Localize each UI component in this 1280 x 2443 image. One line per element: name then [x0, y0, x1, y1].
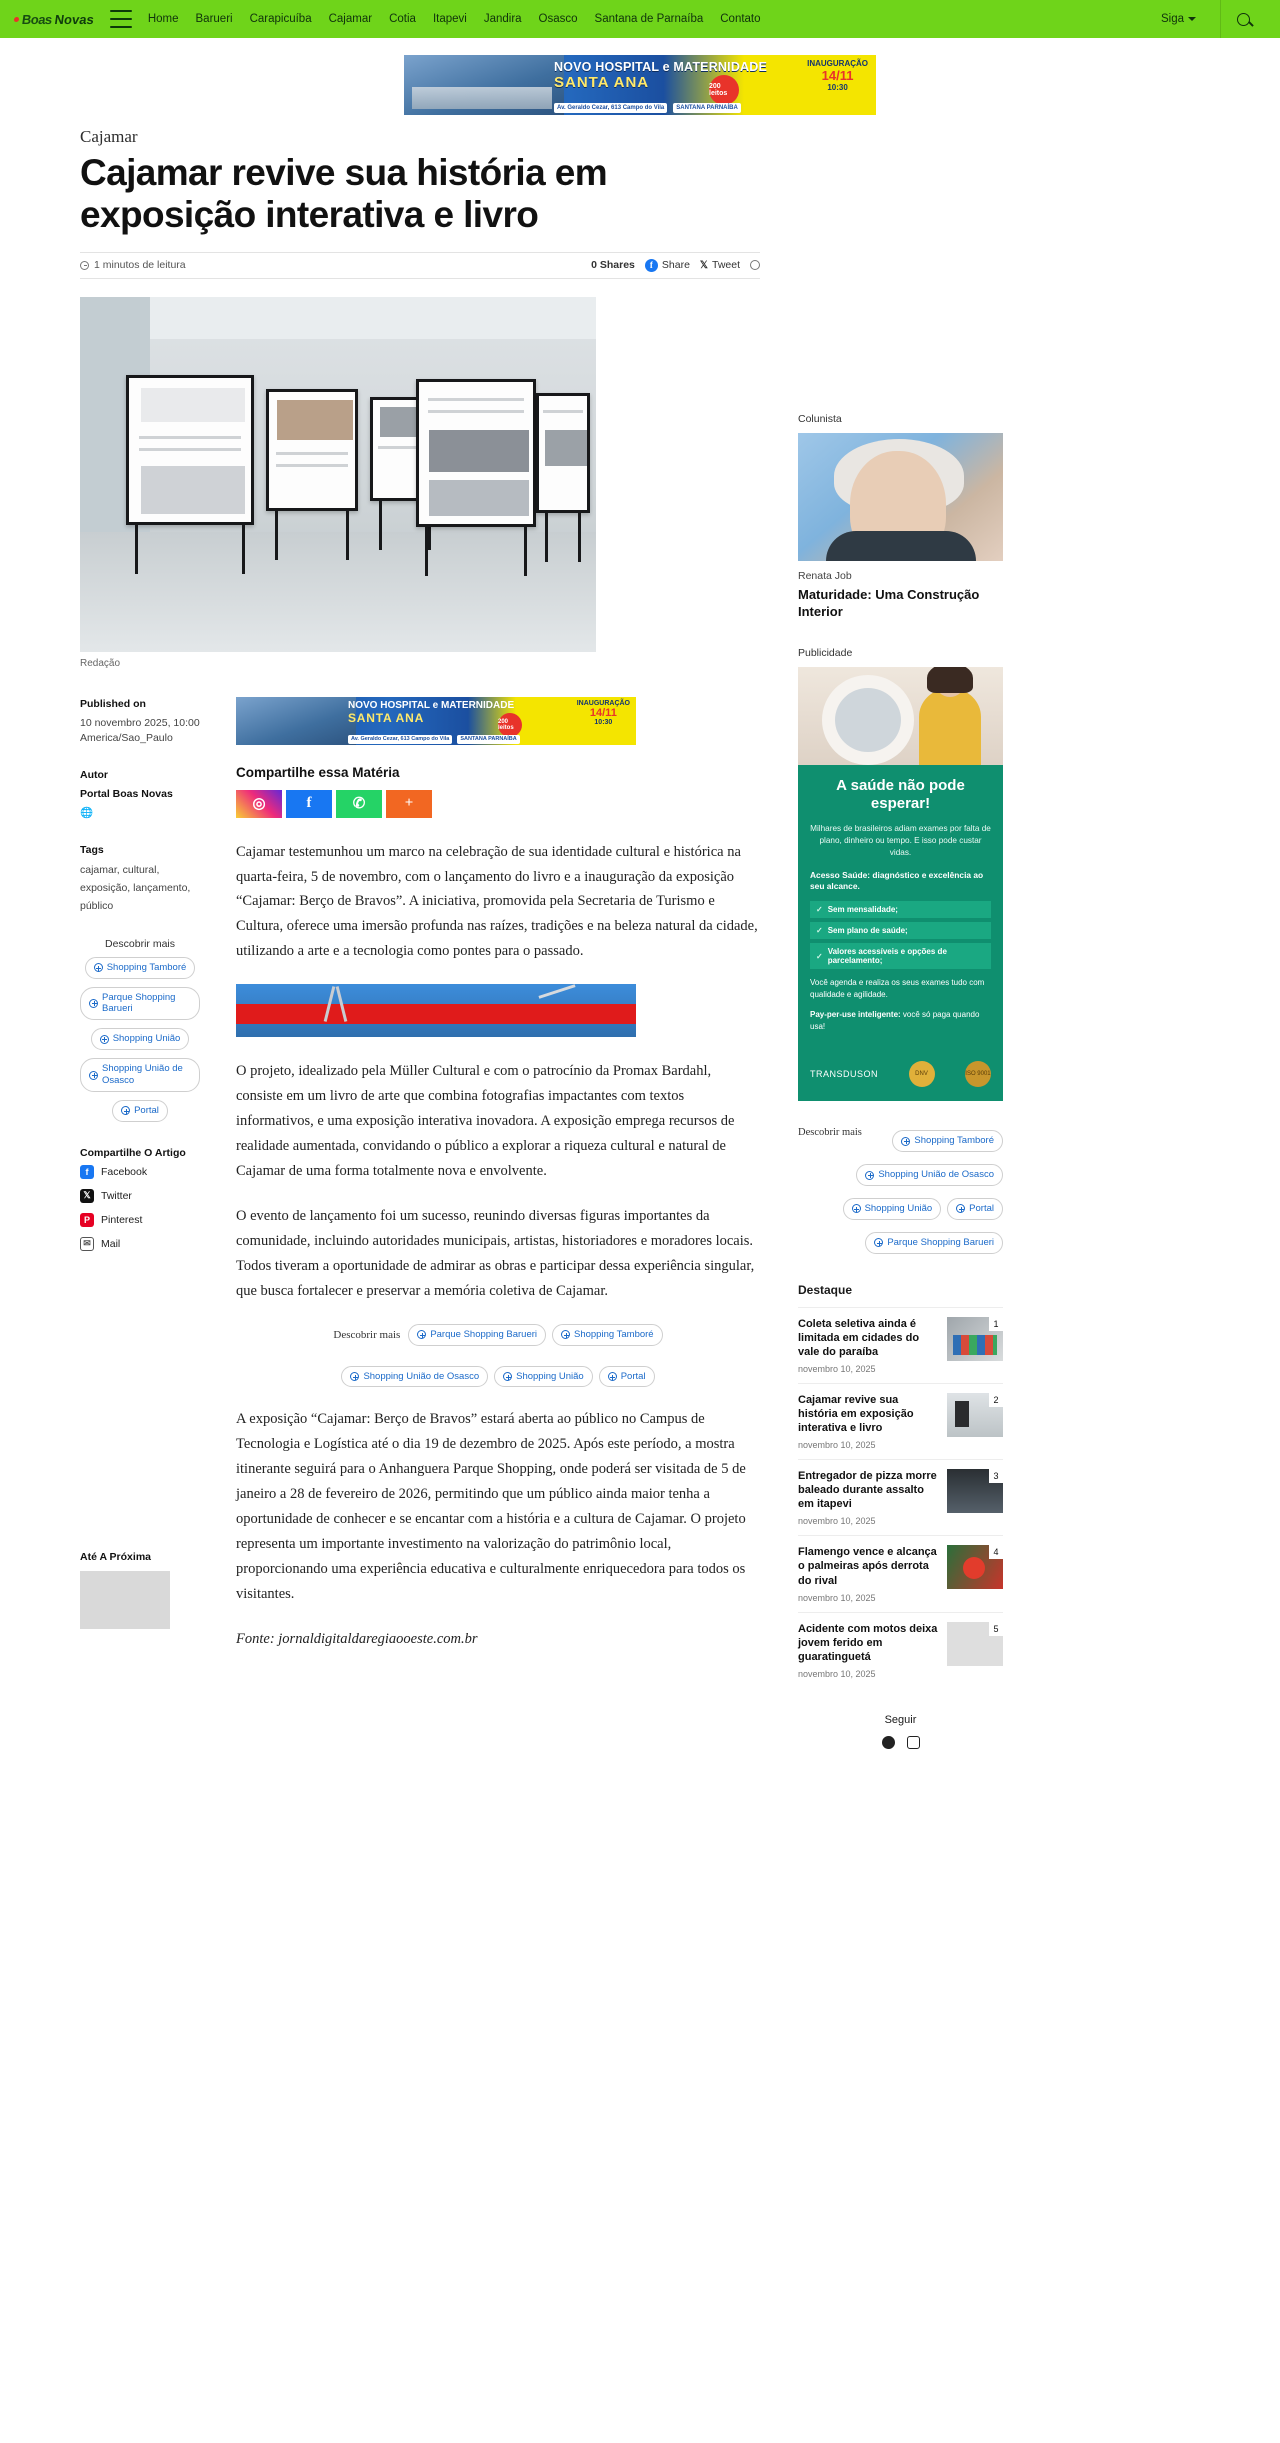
- panel-line: [139, 436, 242, 439]
- tweet-label: Tweet: [711, 259, 740, 272]
- pill-portal[interactable]: [599, 1366, 655, 1388]
- share-article-list: [80, 1165, 200, 1251]
- next-article-block: [80, 1551, 200, 1629]
- colunista-photo[interactable]: [798, 433, 1003, 561]
- nav-link-contato[interactable]: Contato: [720, 13, 761, 25]
- inline-banner-inauguration: [577, 700, 630, 726]
- plus-circle-icon: [121, 1106, 130, 1115]
- banner-inauguration-label: INAUGURAÇÃO: [807, 59, 868, 68]
- paragraph-1: Cajamar testemunhou um marco na celebração de sua identidade cultural e histórica na quarta-feira, 5 de novembro, com o lançamento do livro e a inauguração da exposição “Cajamar: Berço de Bravos”. A iniciativa, promovida pela Secretaria de Turismo e Cultura, oferece uma imersão profunda nas raízes, tradições e na beleza natural da cidade, utilizando a arte e a tecnologia como pontes para o passado.: [236, 843, 758, 960]
- share-twitter-item[interactable]: [80, 1189, 200, 1203]
- colunista-body: [826, 531, 976, 561]
- banner-inauguration-date: 14/11: [821, 68, 854, 83]
- body-pill-row-1: [236, 1324, 760, 1346]
- panel-line: [276, 464, 348, 467]
- share-article-label: Compartilhe O Artigo: [80, 1146, 186, 1159]
- pill-shopping-tambore[interactable]: [892, 1130, 1003, 1152]
- mri-machine: [822, 675, 914, 765]
- destaque-title: Entregador de pizza morre baleado durante assalto em itapevi: [798, 1470, 937, 1511]
- doctor-figure: [919, 689, 981, 765]
- plus-circle-icon: [901, 1137, 910, 1146]
- pinterest-icon: P: [80, 1213, 94, 1227]
- right-sidebar: [798, 127, 1003, 1749]
- pill-label: Shopping Tamboré: [574, 1328, 654, 1340]
- globe-icon[interactable]: 🌐: [80, 806, 94, 819]
- whatsapp-share-button[interactable]: ✆: [336, 790, 382, 818]
- top-navigation-bar: [0, 0, 1280, 38]
- destaque-rank: 4: [989, 1545, 1003, 1559]
- inline-banner-photo: [236, 697, 356, 745]
- share-label: Share: [661, 259, 690, 272]
- destaque-date: novembro 10, 2025: [798, 1668, 876, 1679]
- destaque-text: [798, 1317, 939, 1374]
- primary-nav-links: [148, 13, 761, 25]
- destaque-text: [798, 1393, 939, 1450]
- destaque-title: Acidente com motos deixa jovem ferido em guaratinguetá: [798, 1622, 938, 1663]
- panel-image: [429, 480, 529, 516]
- plus-circle-icon: [350, 1372, 359, 1381]
- instagram-share-button[interactable]: ◎: [236, 790, 282, 818]
- share-mail-item[interactable]: [80, 1237, 200, 1251]
- site-logo[interactable]: [13, 12, 95, 27]
- share-item-label: Mail: [101, 1237, 121, 1250]
- panel-leg: [242, 522, 245, 574]
- article-source: Fonte: jornaldigitaldaregiaooeste.com.br: [236, 1630, 478, 1647]
- pill-label: Portal: [134, 1104, 159, 1116]
- share-twitter-button[interactable]: [700, 259, 740, 271]
- share-item-label: Twitter: [101, 1189, 132, 1202]
- nav-link-carapicuiba[interactable]: Carapicuíba: [249, 13, 312, 25]
- hamburger-menu-icon[interactable]: [110, 10, 132, 28]
- ad-payment-text: você só paga quando usa!: [810, 1010, 980, 1032]
- facebook-icon[interactable]: [882, 1736, 895, 1749]
- pill-shopping-uniao[interactable]: [494, 1366, 593, 1388]
- share-settings-icon[interactable]: [750, 260, 760, 270]
- share-pinterest-item[interactable]: [80, 1213, 200, 1227]
- discover-more-label-left: Descobrir mais: [104, 937, 175, 950]
- nav-link-cotia[interactable]: Cotia: [389, 13, 416, 25]
- follow-icons: [798, 1736, 1003, 1749]
- top-banner-ad-wrapper: [0, 38, 1280, 127]
- ad-logos-row: [798, 1049, 1003, 1101]
- ribbon: [236, 1004, 636, 1024]
- tag-lancamento[interactable]: lançamento: [133, 881, 188, 894]
- logo-text-line1: Boas: [20, 11, 53, 27]
- plus-circle-icon: [89, 1071, 98, 1080]
- page-grid: [80, 127, 1200, 1749]
- ad-brand-name: TRANSDUSON: [810, 1069, 879, 1080]
- panel-line: [276, 452, 348, 455]
- nav-link-itapevi[interactable]: Itapevi: [432, 13, 467, 25]
- banner-address: Av. Geraldo Cezar, 613 Campo do Vila: [554, 103, 667, 113]
- facebook-icon: f: [645, 259, 658, 272]
- tag-cultural[interactable]: cultural: [122, 864, 157, 877]
- destaque-title: Flamengo vence e alcança o palmeiras após derrota do rival: [798, 1546, 937, 1587]
- page-title: Cajamar revive sua história em exposição interativa e livro: [80, 152, 608, 235]
- body-pill-row-2: [236, 1366, 760, 1388]
- destaque-date: novembro 10, 2025: [798, 1516, 876, 1527]
- sidebar-ad-card[interactable]: [798, 667, 1003, 1101]
- exhibit-panel: [416, 379, 536, 527]
- logo-text-line2: Novas: [53, 11, 95, 27]
- search-button[interactable]: [1220, 0, 1266, 38]
- share-item-label: Pinterest: [101, 1213, 143, 1226]
- destaque-thumbnail: [947, 1317, 1003, 1361]
- hero-image-credit: Redação: [80, 657, 121, 669]
- colunista-article-title[interactable]: Maturidade: Uma Construção Interior: [798, 587, 980, 619]
- ad-bullet-3: [810, 943, 991, 969]
- panel-leg: [379, 498, 382, 550]
- chevron-down-icon: [1188, 17, 1196, 21]
- share-matter-heading: Compartilhe essa Matéria: [236, 764, 400, 780]
- follow-heading: Seguir: [884, 1713, 917, 1726]
- panel-line: [428, 410, 524, 413]
- plus-circle-icon: [94, 963, 103, 972]
- exhibit-panel: [266, 389, 358, 511]
- ad-bullet-2: [810, 922, 991, 939]
- clock-icon: [80, 261, 89, 270]
- article-category[interactable]: Cajamar: [80, 127, 138, 146]
- follow-section: [798, 1714, 1003, 1749]
- tag-cajamar[interactable]: cajamar: [80, 864, 117, 877]
- nav-link-cajamar[interactable]: Cajamar: [328, 13, 373, 25]
- destaque-rank: 3: [989, 1469, 1003, 1483]
- nav-link-jandira[interactable]: Jandira: [483, 13, 522, 25]
- panel-line: [543, 410, 583, 413]
- follow-dropdown[interactable]: [1161, 13, 1220, 25]
- banner-subtitle-text: SANTA ANA: [554, 74, 650, 91]
- pill-label: Shopping União: [516, 1370, 584, 1382]
- read-time: [80, 259, 186, 271]
- destaque-thumbnail: [947, 1622, 1003, 1666]
- panel-leg: [425, 524, 428, 576]
- x-twitter-icon: 𝕏: [80, 1189, 94, 1203]
- inline-banner-title-text: NOVO HOSPITAL e MATERNIDADE: [348, 699, 515, 711]
- panel-image: [277, 400, 353, 440]
- pill-shopping-uniao-de-osasco[interactable]: [856, 1164, 1003, 1186]
- plus-circle-icon: [865, 1171, 874, 1180]
- inline-banner-beds-badge: 200 leitos: [498, 713, 522, 737]
- publicidade-label: Publicidade: [798, 646, 853, 659]
- article-column: [80, 127, 760, 1749]
- panel-leg: [524, 524, 527, 576]
- panel-image: [429, 430, 529, 472]
- ad-subheading: Acesso Saúde: diagnóstico e excelência ao seu alcance.: [810, 869, 984, 892]
- shares-count: 0 Shares: [591, 259, 635, 272]
- discover-more-label-sidebar: Descobrir mais: [798, 1127, 862, 1139]
- inline-banner-city-tag: SANTANA PARNAÍBA: [457, 735, 519, 744]
- author-name[interactable]: Portal Boas Novas: [80, 788, 173, 801]
- pill-shopping-tambore[interactable]: [85, 957, 196, 979]
- share-group: [591, 259, 760, 272]
- hero-ceiling: [80, 297, 596, 339]
- paragraph-3: O evento de lançamento foi um sucesso, reunindo diversas figuras importantes da comunidade, incluindo autoridades municipais, artistas, historiadores e moradores locais. Todos tiveram a oportunidade de admirar as obras e participar dessa experiência singular, que busca fortalecer e preservar a memória coletiva de Cajamar.: [236, 1207, 755, 1299]
- plus-circle-icon: [874, 1238, 883, 1247]
- share-article-block: [80, 1147, 200, 1251]
- pill-label: Portal: [969, 1202, 994, 1214]
- pill-parque-shopping-barueri[interactable]: [80, 987, 200, 1021]
- inline-inauguration-label: INAUGURAÇÃO: [576, 699, 630, 707]
- panel-image: [141, 466, 245, 514]
- destaque-rank: 5: [989, 1622, 1003, 1636]
- share-item-label: Facebook: [101, 1165, 148, 1178]
- pill-label: Parque Shopping Barueri: [430, 1328, 537, 1340]
- burger-line: [110, 10, 132, 12]
- paragraph-4: A exposição “Cajamar: Berço de Bravos” estará aberta ao público no Campus de Tecnologia e Logística até o dia 19 de dezembro de 2025. Após este período, a mostra itinerante seguirá para o Anhanguera Parque Shopping, onde poderá ser visitada de 5 de janeiro a 28 de fevereiro de 2026, permitindo que um público ainda maior tenha a oportunidade de conhecer e se encantar com a história e a cultura de Cajamar. O projeto representa um importante investimento na valorização do patrimônio local, proporcionando uma experiência educativa e culturalmente enriquecedora para todos os visitantes.: [236, 1411, 746, 1603]
- destaque-text: [798, 1622, 939, 1679]
- destaque-text: [798, 1545, 939, 1602]
- nav-link-santana-de-parnaiba[interactable]: Santana de Parnaíba: [594, 13, 704, 25]
- banner-footer-logos: [554, 103, 741, 113]
- pill-label: Shopping União de Osasco: [363, 1370, 480, 1382]
- ad-bullet-label: Sem mensalidade;: [827, 905, 898, 915]
- pill-shopping-tambore[interactable]: [552, 1324, 663, 1346]
- pill-shopping-uniao[interactable]: [843, 1198, 942, 1220]
- inline-banner-address: Av. Geraldo Cezar, 613 Campo do Vila: [348, 735, 452, 744]
- follow-label: Siga: [1160, 13, 1184, 25]
- plus-circle-icon: [89, 999, 98, 1008]
- pill-label: Parque Shopping Barueri: [887, 1236, 994, 1248]
- inline-banner-logos: [348, 735, 520, 744]
- destaque-title: Coleta seletiva ainda é limitada em cidades do vale do paraíba: [798, 1317, 920, 1358]
- panel-leg: [578, 510, 581, 562]
- plus-circle-icon: [561, 1330, 570, 1339]
- tag-list: cajamar, cultural, exposição, lançamento, público: [80, 864, 191, 912]
- plus-circle-icon: [956, 1204, 965, 1213]
- ad-heading: A saúde não pode esperar!: [836, 776, 965, 812]
- ad-body: [798, 765, 1003, 1049]
- ad-paragraph: Milhares de brasileiros adiam exames por falta de plano, dinheiro ou tempo. E isso pode custar vidas.: [810, 823, 991, 858]
- ad-bullet-label: Valores acessíveis e opções de parcelamento;: [827, 947, 947, 966]
- share-buttons-row: [236, 790, 760, 818]
- inline-inauguration-time: 10:30: [594, 718, 613, 726]
- next-article-thumbnail[interactable]: [80, 1571, 170, 1629]
- plus-circle-icon: [503, 1372, 512, 1381]
- read-time-label: 1 minutos de leitura: [94, 259, 186, 272]
- pill-portal[interactable]: [947, 1198, 1003, 1220]
- panel-leg: [545, 510, 548, 562]
- published-date: 10 novembro 2025, 10:00: [80, 716, 200, 729]
- top-banner-ad[interactable]: [404, 55, 876, 115]
- inline-inauguration-date: 14/11: [589, 706, 617, 719]
- pill-label: Shopping União de Osasco: [102, 1063, 183, 1087]
- exhibit-panel: [126, 375, 254, 525]
- banner-title-text: NOVO HOSPITAL e MATERNIDADE: [554, 60, 768, 74]
- facebook-share-button[interactable]: f: [286, 790, 332, 818]
- next-article-label: Até A Próxima: [80, 1550, 151, 1563]
- published-label: Published on: [80, 697, 146, 710]
- x-twitter-icon: 𝕏: [699, 259, 708, 271]
- published-timezone: America/Sao_Paulo: [80, 732, 173, 745]
- share-facebook-button[interactable]: [645, 259, 690, 272]
- author-label: Autor: [80, 769, 108, 782]
- list-item[interactable]: [798, 1535, 1003, 1611]
- colunista-label: Colunista: [798, 413, 842, 425]
- tags-label: Tags: [80, 843, 104, 856]
- pill-label: Shopping Tamboré: [106, 961, 187, 973]
- panel-leg: [275, 508, 278, 560]
- banner-city-tag: SANTANA PARNAÍBA: [673, 103, 741, 113]
- sidebar-pill-group-1: [798, 1127, 1003, 1257]
- destaque-thumbnail: [947, 1469, 1003, 1513]
- more-share-button[interactable]: +: [386, 790, 432, 818]
- panel-image: [545, 430, 587, 466]
- ad-note: Você agenda e realiza os seus exames tudo com qualidade e agilidade.: [810, 978, 985, 1000]
- inauguration-photo: [236, 984, 636, 1037]
- colunista-name[interactable]: Renata Job: [798, 570, 852, 582]
- instagram-icon[interactable]: [907, 1736, 920, 1749]
- destaque-thumbnail: [947, 1545, 1003, 1589]
- inline-banner-ad[interactable]: [236, 697, 636, 745]
- check-icon: ✓: [816, 951, 823, 961]
- burger-line: [110, 18, 132, 20]
- ad-seal-iso: ISO 9001: [965, 1061, 991, 1087]
- ad-seal-dnv: DNV: [909, 1061, 935, 1087]
- left-pill-list: [80, 954, 200, 1125]
- ad-payment-bold: Pay-per-use inteligente:: [810, 1010, 901, 1020]
- banner-beds-badge: 200 leitos: [709, 75, 739, 105]
- paragraph-2: O projeto, idealizado pela Müller Cultural e com o patrocínio da Promax Bardahl, consiste em um livro de arte que combina fotografias impactantes com textos informativos, e uma exposição interativa inovadora. A exposição emprega recursos de realidade aumentada, convidando o público a explorar a riqueza cultural e natural de Cajamar de uma forma totalmente nova e envolvente.: [236, 1063, 735, 1180]
- article-meta-sidebar: [80, 669, 200, 1672]
- ad-bullet-label: Sem plano de saúde;: [827, 926, 908, 936]
- ad-image: [798, 667, 1003, 765]
- inline-banner-title: [348, 700, 514, 725]
- pill-label: Shopping União de Osasco: [878, 1169, 994, 1181]
- pill-label: Shopping União: [864, 1202, 933, 1214]
- panel-line: [428, 398, 524, 401]
- pill-parque-shopping-barueri[interactable]: [408, 1324, 546, 1346]
- destaque-date: novembro 10, 2025: [798, 1363, 876, 1374]
- list-item[interactable]: [798, 1612, 1003, 1688]
- panel-leg: [135, 522, 138, 574]
- nav-link-barueri[interactable]: Barueri: [195, 13, 233, 25]
- ad-bullet-1: [810, 901, 991, 918]
- ad-payment-line: [810, 1009, 991, 1033]
- hand: [538, 984, 575, 999]
- list-item[interactable]: [798, 1307, 1003, 1383]
- tag-publico[interactable]: público: [80, 899, 114, 912]
- check-icon: ✓: [816, 905, 823, 915]
- plus-circle-icon: [608, 1372, 617, 1381]
- pill-label: Parque Shopping Barueri: [102, 991, 176, 1015]
- pill-label: Shopping Tamboré: [914, 1135, 994, 1147]
- destaque-date: novembro 10, 2025: [798, 1440, 876, 1451]
- inline-banner-subtitle: SANTA ANA: [348, 710, 425, 725]
- panel-logo: [141, 388, 245, 422]
- nav-right-group: [1161, 0, 1266, 38]
- burger-line: [110, 26, 132, 28]
- facebook-icon: f: [80, 1165, 94, 1179]
- pill-parque-shopping-barueri[interactable]: [865, 1232, 1003, 1254]
- pill-label: Portal: [620, 1370, 646, 1382]
- nav-link-osasco[interactable]: Osasco: [538, 13, 578, 25]
- logo-dot-icon: [14, 17, 20, 22]
- article-meta-row: [80, 252, 760, 279]
- author-block: [80, 768, 200, 821]
- destaque-thumbnail: [947, 1393, 1003, 1437]
- list-item[interactable]: [798, 1383, 1003, 1459]
- published-block: [80, 697, 200, 747]
- destaque-rank: 1: [989, 1317, 1003, 1331]
- plus-circle-icon: [100, 1035, 109, 1044]
- banner-photo: [404, 55, 564, 115]
- mail-icon: ✉: [80, 1237, 94, 1251]
- destaque-title: Cajamar revive sua história em exposição interativa e livro: [798, 1393, 914, 1435]
- destaque-heading: Destaque: [798, 1282, 853, 1297]
- search-icon: [1237, 13, 1250, 26]
- panel-leg: [346, 508, 349, 560]
- share-facebook-item[interactable]: [80, 1165, 200, 1179]
- pill-shopping-uniao-de-osasco[interactable]: [80, 1058, 200, 1092]
- banner-inauguration-block: [807, 59, 868, 92]
- nav-link-home[interactable]: Home: [147, 13, 179, 25]
- pill-portal[interactable]: [112, 1100, 168, 1122]
- plus-circle-icon: [417, 1330, 426, 1339]
- pill-label: Shopping União: [112, 1033, 181, 1045]
- plus-circle-icon: [852, 1204, 861, 1213]
- article-hero-image: [80, 297, 596, 652]
- pill-shopping-uniao[interactable]: [91, 1028, 190, 1050]
- destaque-date: novembro 10, 2025: [798, 1592, 876, 1603]
- list-item[interactable]: [798, 1459, 1003, 1535]
- panel-line: [139, 448, 242, 451]
- discover-more-label-body: Descobrir mais: [333, 1328, 401, 1341]
- check-icon: ✓: [816, 926, 823, 936]
- exhibit-panel: [536, 393, 590, 513]
- tags-block: [80, 843, 200, 916]
- hero-floor: [80, 532, 596, 652]
- tag-exposicao[interactable]: exposição: [80, 881, 128, 894]
- destaque-text: [798, 1469, 939, 1526]
- article-body: [200, 669, 760, 1672]
- destaque-rank: 2: [989, 1393, 1003, 1407]
- banner-inauguration-time: 10:30: [827, 83, 848, 92]
- pill-shopping-uniao-de-osasco[interactable]: [341, 1366, 488, 1388]
